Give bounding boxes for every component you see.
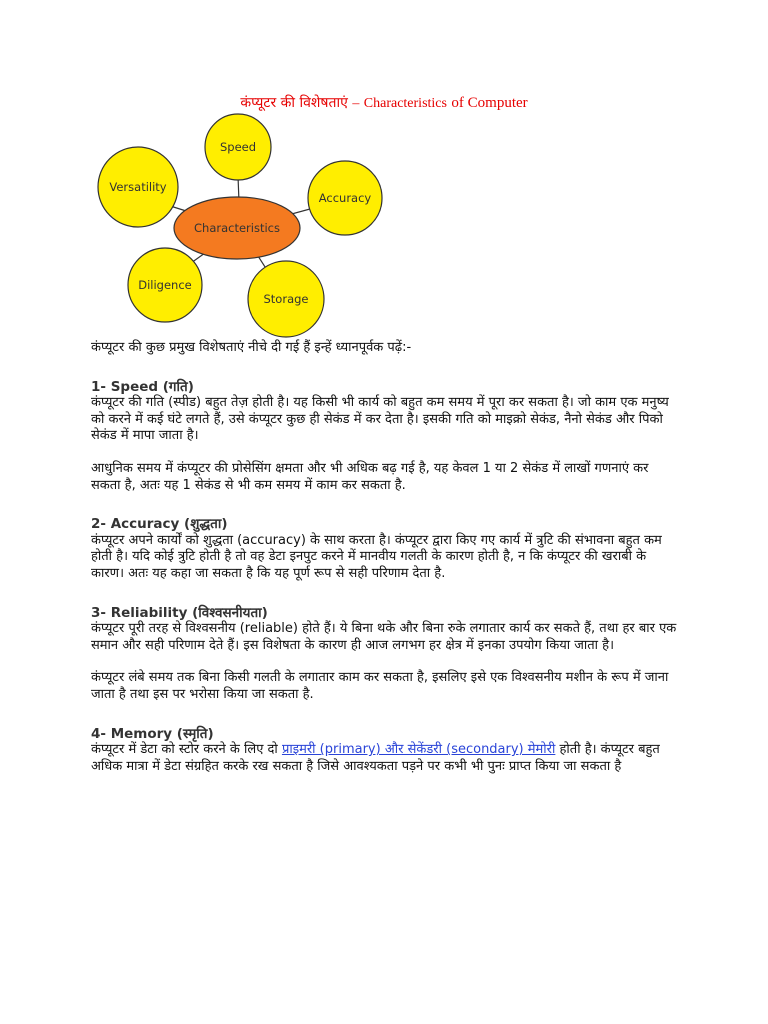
node-speed-label: Speed	[219, 140, 257, 154]
page-title	[0, 93, 768, 112]
article-body	[91, 340, 681, 797]
section-paragraph: कंप्यूटर लंबे समय तक बिना किसी गलती के लगातार काम कर सकता है, इसलिए इसे एक विश्वसनीय मशीन के रूप में जाना जाता है तथा इस पर भरोसा किया जा सकता है.	[91, 670, 669, 702]
title-dash: –	[352, 96, 360, 111]
section-paragraph: कंप्यूटर अपने कार्यों को शुद्धता (accuracy) के साथ करता है। कंप्यूटर द्वारा किए गए कार्य में त्रुटि की संभावना बहुत कम होती है। यदि कोई त्रुटि होती है तो वह डेटा इनपुट करने में मानवीय गलती के कारण होती है, न कि कंप्यूटर की खराबी के कारण। अतः यह कहा जा सकता है कि यह पूर्ण रूप से सही परिणाम देता है.	[91, 532, 662, 581]
section-heading: 3- Reliability (विश्वसनीयता)	[91, 604, 268, 621]
section-heading: 1- Speed (गति)	[91, 378, 194, 395]
section-paragraph: कंप्यूटर पूरी तरह से विश्वसनीय (reliable) होते हैं। ये बिना थके और बिना रुके लगातार कार्य कर सकते हैं, तथा हर बार एक समान और सही परिणाम देते हैं। इस विशेषता के कारण ही आज लगभग हर क्षेत्र में इनका उपयोग किया जाता है।	[91, 621, 677, 653]
intro-text: कंप्यूटर की कुछ प्रमुख विशेषताएं नीचे दी गई हैं इन्हें ध्यानपूर्वक पढ़ें:-	[91, 340, 412, 355]
section-paragraph-with-link	[91, 742, 681, 775]
title-english-a: Characteristics	[363, 96, 447, 111]
section-heading: 2- Accuracy (शुद्धता)	[91, 516, 228, 533]
node-diligence-label: Diligence	[138, 278, 192, 292]
section-memory	[91, 726, 681, 776]
center-label: Characteristics	[194, 221, 280, 235]
title-hindi: कंप्यूटर की विशेषताएं	[240, 95, 348, 111]
section-paragraph: आधुनिक समय में कंप्यूटर की प्रोसेसिंग क्षमता और भी अधिक बढ़ गई है, यह केवल 1 या 2 सेकंड में लाखों गणनाएं कर सकता है, अतः यह 1 सेकंड से भी कम समय में काम कर सकता है.	[91, 460, 649, 493]
section-speed	[91, 379, 681, 495]
section-paragraph: कंप्यूटर की गति (स्पीड) बहुत तेज़ होती है। यह किसी भी कार्य को बहुत कम समय में पूरा कर सकता है। जो काम एक मनुष्य को करने में कई घंटे लगते हैं, उसे कंप्यूटर कुछ ही सेकंड में कर देता है। इसकी गति को माइक्रो सेकंड, नैनो सेकंड और पिको सेकंड में मापा जाता है।	[91, 395, 669, 444]
title-english-b: of Computer	[451, 95, 528, 111]
section-reliability	[91, 605, 681, 704]
section-accuracy	[91, 516, 681, 582]
node-accuracy-label: Accuracy	[318, 191, 372, 205]
memory-types-link[interactable]: प्राइमरी (primary) और सेकेंडरी (secondary) मेमोरी	[281, 742, 556, 758]
memory-link-suffix: होती है। कंप्यूटर बहुत अधिक मात्रा में डेटा संग्रहित करके रख सकता है जिसे आवश्यकता पड़ने पर कभी भी पुनः प्राप्त किया जा सकता है	[91, 742, 660, 774]
characteristics-diagram	[90, 113, 390, 338]
node-versatility-label: Versatility	[109, 180, 167, 194]
node-storage-label: Storage	[263, 292, 309, 306]
memory-link-prefix: कंप्यूटर में डेटा को स्टोर करने के लिए दो	[91, 742, 278, 758]
section-heading: 4- Memory (स्मृति)	[91, 725, 214, 742]
